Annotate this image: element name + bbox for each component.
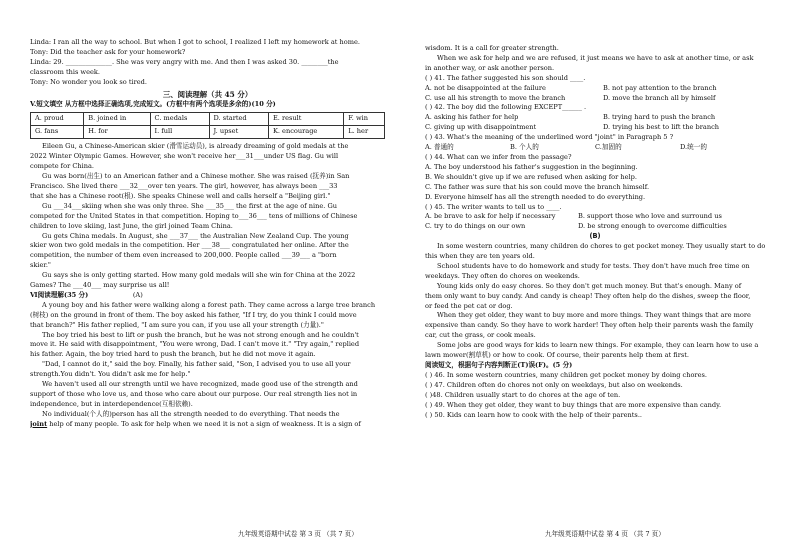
word-option: H. for xyxy=(84,126,150,139)
word-option: K. encourage xyxy=(268,126,343,139)
text-line: Linda: I ran all the way to school. But when I got to school, I realized I left my homework at home. xyxy=(30,38,360,46)
tf-title: 阅读短文，根据句子内容判断正(T)误(F)。(5 分) xyxy=(425,361,573,369)
tf-item: ( ) 50. Kids can learn how to cook with the help of their parents.. xyxy=(425,410,643,419)
part6-title xyxy=(30,291,385,301)
text-line: Some jobs are good ways for kids to learn new things. For example, they can learn how to use a xyxy=(437,341,759,350)
text-line: Gu gets China medals. In August, she ___37___ the Australian New Zealand Cup. The young xyxy=(42,231,349,240)
option-row xyxy=(425,123,765,133)
text-line: Gu was born(出生) to an American father and a Chinese mother. She was raised (抚养)in San xyxy=(42,172,350,181)
option-row xyxy=(425,222,765,232)
option: C. try to do things on our own xyxy=(425,222,526,231)
text-line: When they get older, they want to buy more and more things. They want things that are more xyxy=(437,311,751,320)
text-line: Tony: Did the teacher ask for your homework? xyxy=(30,47,186,56)
question-42 xyxy=(425,103,765,133)
word-option: C. medals xyxy=(150,113,209,126)
option: C. giving up with disappointment xyxy=(425,123,537,132)
text-line: expensive than candy. So they have to work harder! They often help their parents wash the family xyxy=(425,321,754,330)
text-line: weekdays. They often do chores on weekends. xyxy=(425,271,580,280)
text-line: his father. Again, the boy tried hard to push the branch, but he did not move it again. xyxy=(30,350,316,359)
text-line: No individual(个人的)person has all the strength needed to do everything. That needs the xyxy=(42,409,340,418)
option: A. The boy understood his father's suggestion in the beginning. xyxy=(425,162,638,171)
story-a xyxy=(30,301,385,430)
text-line: When we ask for help and we are refused, it just means we have to ask at another time, or ask xyxy=(437,53,754,62)
text-line: A young boy and his father were walking along a forest path. They came across a large tree branch xyxy=(42,300,376,309)
option: A. asking his father for help xyxy=(425,113,519,122)
tf-item: ( )48. Children usually start to do chores at the age of ten. xyxy=(425,390,621,399)
word-option: B. joined in xyxy=(84,113,150,126)
text-line: strength.You didn't. You didn't ask me for help." xyxy=(30,370,191,379)
part-a-label: (A) xyxy=(132,290,143,299)
option: D. be strong enough to overcome difficulties xyxy=(578,222,727,231)
option-row xyxy=(425,212,765,222)
option-row xyxy=(425,113,765,123)
text-line: children to love skiing, last June, the girl joined Team China. xyxy=(30,221,233,230)
text-line: Young kids only do easy chores. So they don't get much money. But that's enough. Many of xyxy=(437,281,742,290)
option: A. not be disappointed at the failure xyxy=(425,83,546,92)
text-line: compete for China. xyxy=(30,162,95,171)
word-box xyxy=(30,112,385,139)
text-line: We haven't used all our strength until we have recognized, made good use of the strength and xyxy=(42,380,358,389)
option-row xyxy=(425,94,765,104)
text-line: skier." xyxy=(30,261,51,270)
question-stem: ( ) 43. What's the meaning of the underlined word "joint" in Paragraph 5 ? xyxy=(425,133,674,142)
text-line: In some western countries, many children do chores to get pocket money. They usually start to do xyxy=(437,242,765,251)
option: D. trying his best to lift the branch xyxy=(603,123,720,132)
option: A. be brave to ask for help if necessary xyxy=(425,212,556,221)
text-line: competed for the United States in that competition. Hoping to___36___ tens of millions of Chinese xyxy=(30,211,358,220)
text-line: that she has a Chinese root(根). She speaks Chinese well and calls herself a "Beijing girl." xyxy=(30,191,331,200)
text-line: classroom this week. xyxy=(30,67,100,76)
word-option: J. upset xyxy=(209,126,268,139)
text-line: or feed the pet cat or dog. xyxy=(425,301,513,310)
dialogue-top xyxy=(30,38,385,88)
option: B. We shouldn't give up if we are refused when asking for help. xyxy=(425,172,637,181)
option: C.加固的 xyxy=(595,143,622,152)
text-line: this when they are ten years old. xyxy=(425,252,535,261)
page-footer: 九年级英语期中试卷 第 4 页 （共 7 页） xyxy=(545,530,665,538)
text-line: Gu says she is only getting started. How many gold medals will she win for China at the 2022 xyxy=(42,271,356,280)
text-line: 2022 Winter Olympic Games. However, she won't receive her___31___under US flag. Gu will xyxy=(30,152,339,161)
text-line: Linda: 29. ______________. She was very angry with me. And then I was asked 30. ________the xyxy=(30,57,339,66)
question-stem: ( ) 41. The father suggested his son should ____. xyxy=(425,73,586,82)
tf-item: ( ) 49. When they get older, they want to buy things that are more expensive than candy. xyxy=(425,400,722,409)
word-option: F. win xyxy=(344,113,385,126)
text-line: them only want to buy candy. And candy is cheap! They often help do the dishes, sweep the floor, xyxy=(425,291,751,300)
text-line: competition, the number of them even increased to 200,000. People called ___39___ a "born xyxy=(30,251,337,260)
option: C. The father was sure that his son could move the branch himself. xyxy=(425,182,650,191)
word-option: I. full xyxy=(150,126,209,139)
section-title: 三、阅读理解（共 45 分） xyxy=(162,89,253,99)
option: D. Everyone himself has all the strength needed to do everything. xyxy=(425,192,646,201)
text-line: Games? The ___40___ may surprise us all! xyxy=(30,281,170,290)
text-line: wisdom. It is a call for greater strength. xyxy=(425,44,559,52)
option: D.统一的 xyxy=(680,143,707,152)
text-line: support of those who love us, and those who care about our purpose. Our real strength lies not in xyxy=(30,390,358,398)
text-line: in another way, or ask another person. xyxy=(425,63,555,72)
question-45 xyxy=(425,203,765,233)
left-page xyxy=(30,38,385,430)
word-option: E. result xyxy=(268,113,343,126)
text-line: (树枝) on the ground in front of them. The boy asked his father, "If I try, do you think I could move xyxy=(30,310,357,319)
text-line xyxy=(30,420,385,430)
text-line: car, cut the grass, or cook meals. xyxy=(425,331,536,340)
cloze-passage xyxy=(30,142,385,291)
word-option: A. proud xyxy=(31,113,84,126)
word-option: G. fans xyxy=(31,126,84,139)
option-row xyxy=(425,143,765,153)
text-line: skier won two gold medals in the competition. Her ___38___ congratulated her online. After the xyxy=(30,241,349,250)
word-box-row xyxy=(31,113,385,126)
word-option: D. started xyxy=(209,113,268,126)
question-41 xyxy=(425,74,765,104)
option: B. support those who love and surround us xyxy=(578,212,722,221)
text-line: move it. He said with disappointment, "You were wrong, Dad. I can't move it." "Try again," replied xyxy=(30,340,360,349)
option: C. use all his strength to move the branch xyxy=(425,93,566,102)
text-line: The boy tried his best to lift or push the branch, but he was not strong enough and he couldn't xyxy=(42,330,359,339)
passage-b xyxy=(425,242,765,361)
option: B. not pay attention to the branch xyxy=(603,83,717,92)
tf-items xyxy=(425,371,765,421)
underlined-word: joint xyxy=(30,419,48,428)
text-line: "Dad, I cannot do it," said the boy. Finally, his father said, "Son, I advised you to use all your xyxy=(42,360,351,369)
question-44 xyxy=(425,153,765,203)
word-box-row xyxy=(31,126,385,139)
option: B. 个人的 xyxy=(510,143,539,152)
text-line: independence, but in interdependence(互相依赖). xyxy=(30,399,193,408)
word-option: L. her xyxy=(344,126,385,139)
question-stem: ( ) 44. What can we infer from the passage? xyxy=(425,152,572,161)
text-line: Gu ___34___skiing when she was only three. She ___35___ the first at the age of nine. Gu xyxy=(42,201,337,210)
question-43 xyxy=(425,133,765,153)
question-stem: ( ) 42. The boy did the following EXCEPT______ . xyxy=(425,103,587,112)
part5-title: V.短文填空 从方框中选择正确选项,完成短文。(方框中有两个选项是多余的)(10 分) xyxy=(30,100,276,109)
text-fragment: help of many people. To ask for help when we need it is not a sign of weakness. It is a sign of xyxy=(49,419,361,428)
part-b-label: (B) xyxy=(589,232,601,241)
question-stem: ( ) 45. The writer wants to tell us to ____. xyxy=(425,202,562,211)
option-row xyxy=(425,84,765,94)
tf-item: ( ) 46. In some western countries, many children get pocket money by doing chores. xyxy=(425,370,707,379)
part6-title-text: Ⅵ阅读理解(35 分) xyxy=(30,290,89,299)
text-line: Francisco. She lived there ___32___over ten years. The girl, however, has always been ___33 xyxy=(30,181,338,190)
option: A. 普通的 xyxy=(425,143,454,152)
right-page xyxy=(425,44,765,420)
text-line: that branch?" His father replied, "I am sure you can, if you use all your strength (力量)." xyxy=(30,320,324,329)
text-line: lawn mower(割草机) or how to cook. Of course, their parents help them at first. xyxy=(425,351,689,360)
page-footer: 九年级英语期中试卷 第 3 页 （共 7 页） xyxy=(238,530,358,538)
text-line: Eileen Gu, a Chinese-American skier (滑雪运动员), is already dreaming of gold medals at the xyxy=(42,142,349,151)
text-line: Tony: No wonder you look so tired. xyxy=(30,77,147,86)
option: B. trying hard to push the branch xyxy=(603,113,716,122)
tf-item: ( ) 47. Children often do chores not only on weekdays, but also on weekends. xyxy=(425,380,683,389)
option: D. move the branch all by himself xyxy=(603,93,716,102)
text-line: School students have to do homework and study for tests. They don't have much free time on xyxy=(437,261,750,270)
